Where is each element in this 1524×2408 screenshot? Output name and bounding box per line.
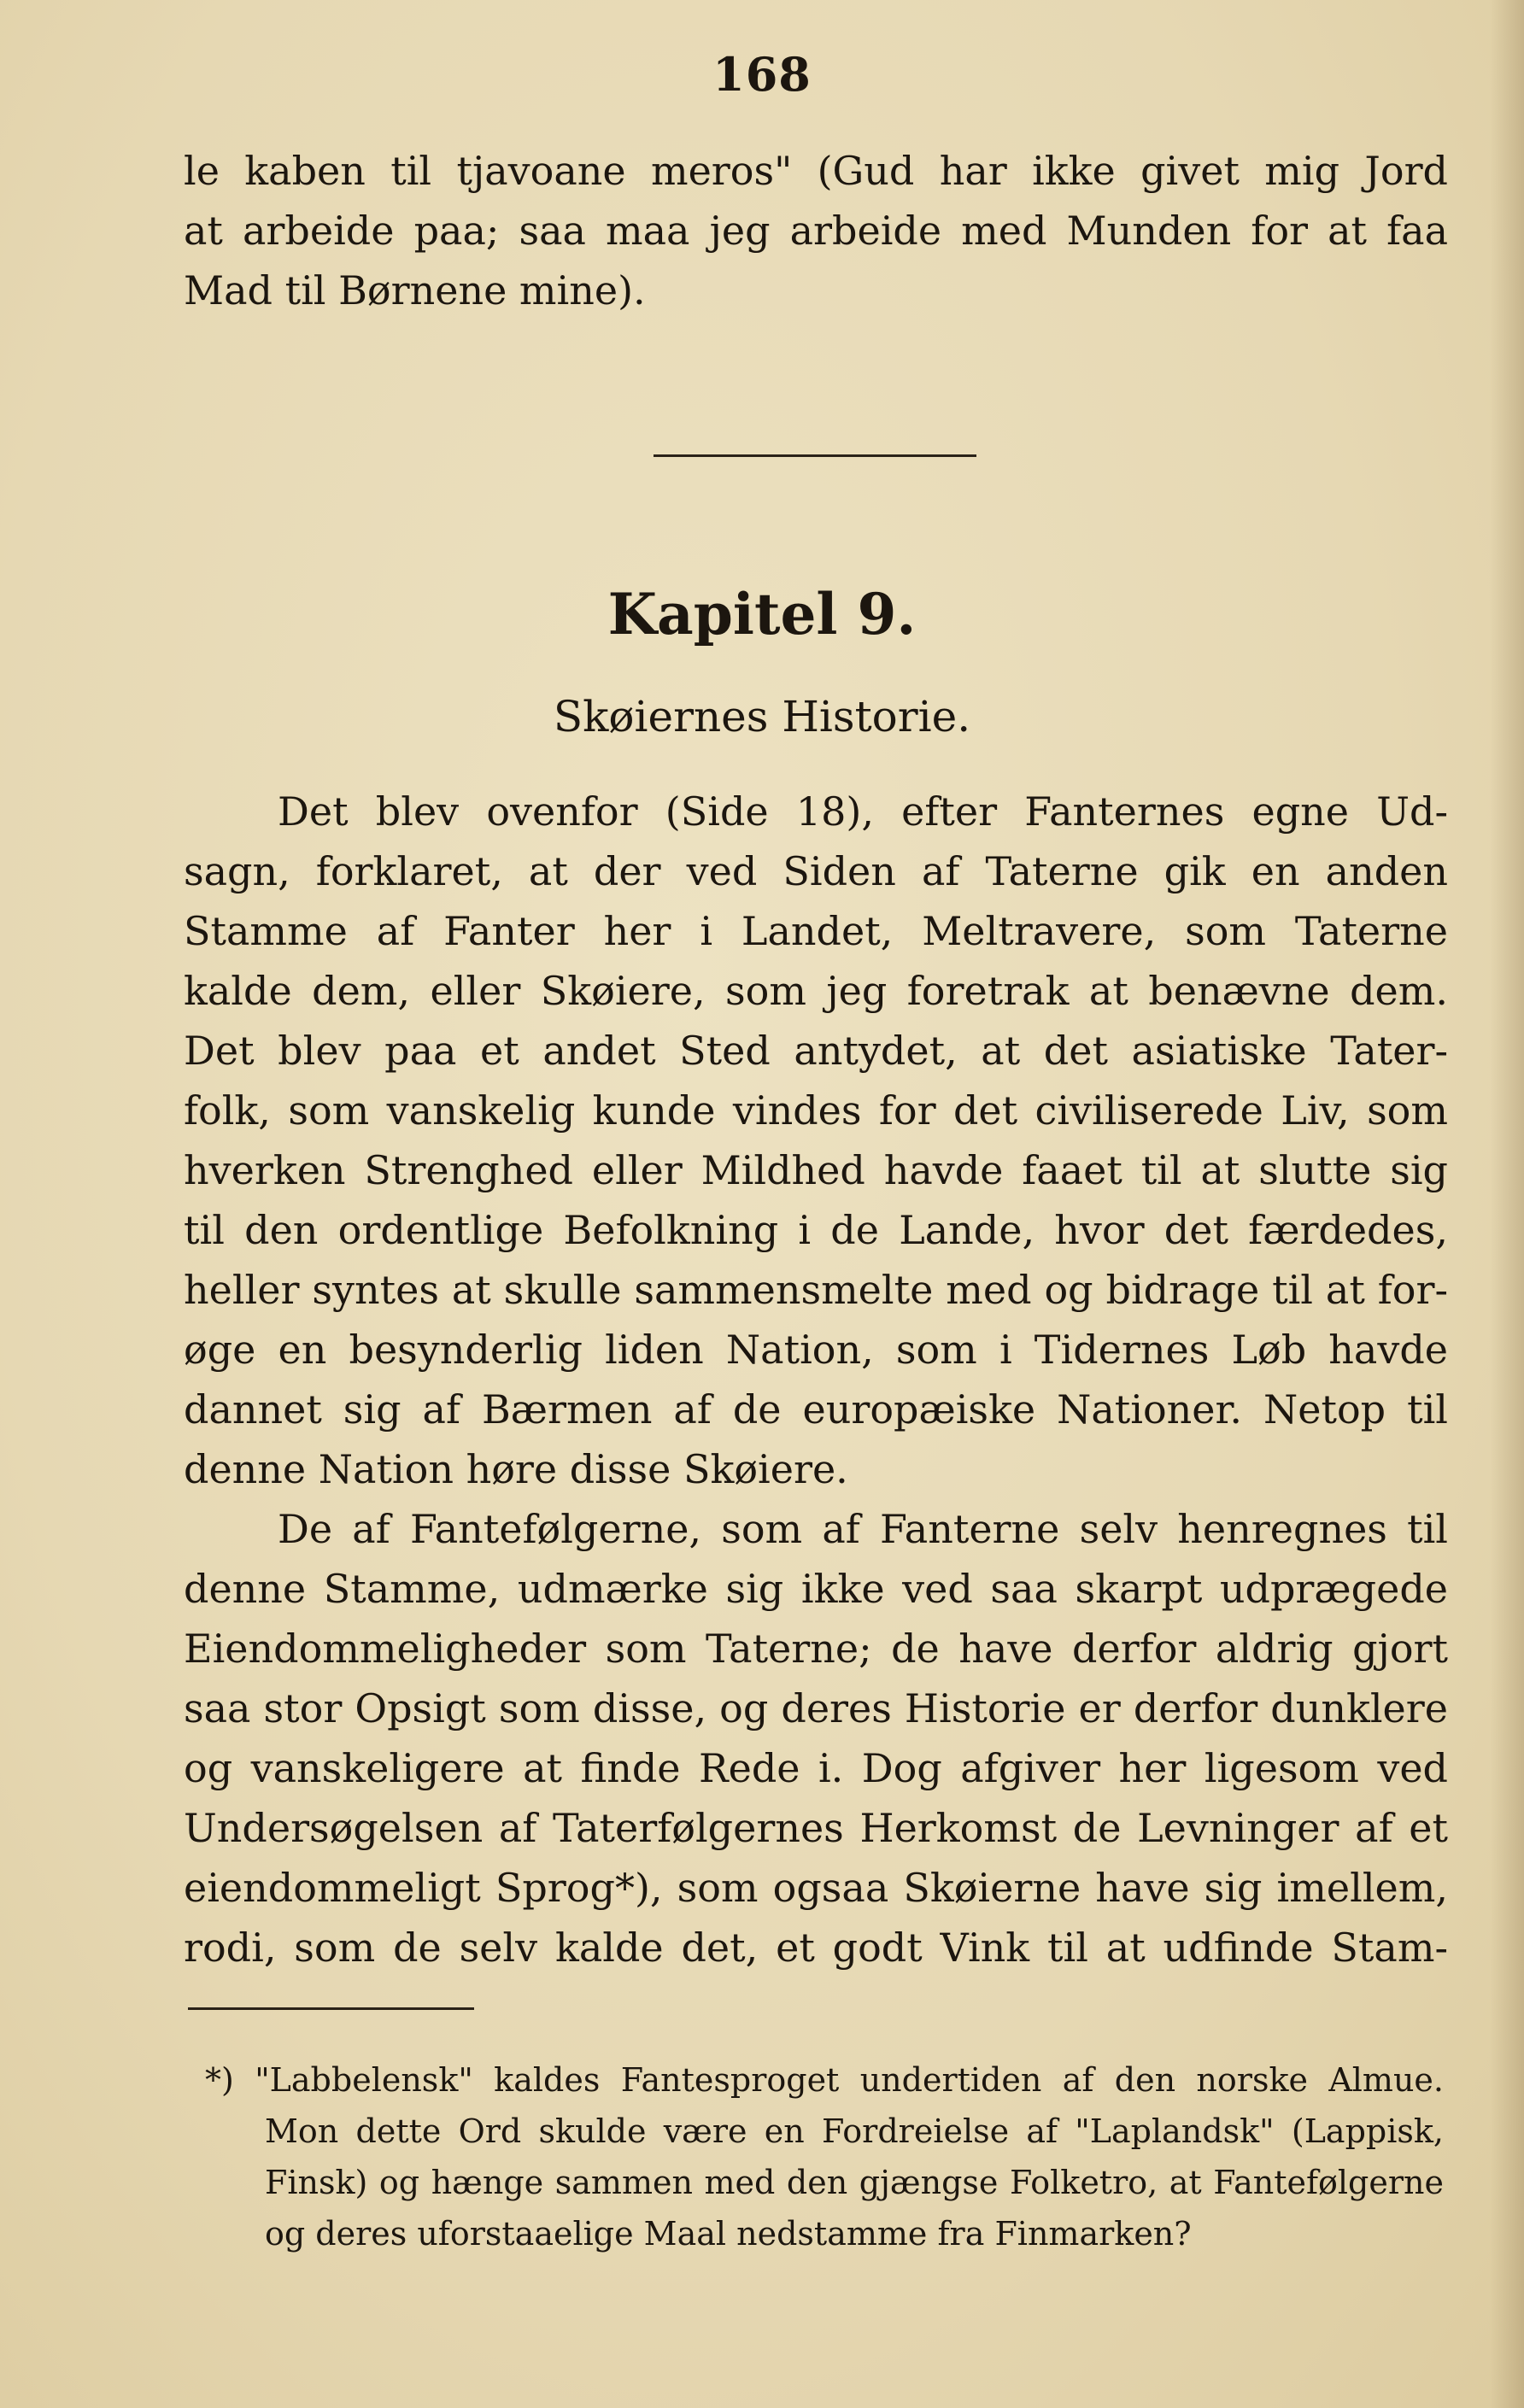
text-line: denne Nation høre disse Skøiere. — [184, 1446, 848, 1492]
text-line: Det blev ovenfor (Side 18), efter Fanternes egne Ud- — [278, 788, 1448, 835]
footnote-line: *) "Labbelensk" kaldes Fantesproget undertiden af den norske Almue. — [205, 2061, 1444, 2099]
paragraph-1 — [184, 782, 1448, 1499]
text-line: kalde dem, eller Skøiere, som jeg foretrak at benævne dem. — [184, 968, 1448, 1014]
text-line: denne Stamme, udmærke sig ikke ved saa skarpt udprægede — [184, 1566, 1448, 1612]
page-edge-shadow — [1490, 0, 1524, 2408]
text-line: heller syntes at skulle sammensmelte med og bidrage til at for- — [184, 1267, 1448, 1313]
footnote — [205, 2054, 1444, 2259]
text-line: til den ordentlige Befolkning i de Lande, hvor det færdedes, — [184, 1207, 1448, 1253]
text-line: le kaben til tjavoane meros" (Gud har ikke givet mig Jord — [184, 148, 1448, 194]
text-line: og vanskeligere at finde Rede i. Dog afgiver her ligesom ved — [184, 1745, 1448, 1791]
text-line: Undersøgelsen af Taterfølgernes Herkomst de Levninger af et — [184, 1805, 1448, 1851]
text-line: Eiendommeligheder som Taterne; de have derfor aldrig gjort — [184, 1626, 1448, 1672]
text-line: hverken Strenghed eller Mildhed havde faaet til at slutte sig — [184, 1147, 1448, 1193]
paragraph-2 — [184, 1499, 1448, 1977]
opening-text — [184, 141, 1448, 320]
text-line: saa stor Opsigt som disse, og deres Historie er derfor dunklere — [184, 1685, 1448, 1731]
footnote-line: Finsk) og hænge sammen med den gjængse Folketro, at Fantefølgerne — [265, 2164, 1444, 2201]
chapter-title: Kapitel 9. — [607, 581, 917, 647]
text-line: rodi, som de selv kalde det, et godt Vink til at udfinde Stam- — [184, 1925, 1448, 1971]
text-line: De af Fantefølgerne, som af Fanterne selv henregnes til — [278, 1506, 1448, 1552]
text-line: sagn, forklaret, at der ved Siden af Taterne gik en anden — [184, 848, 1448, 894]
chapter-subtitle: Skøiernes Historie. — [553, 692, 971, 741]
page-number: 168 — [712, 47, 812, 102]
text-line: Mad til Børnene mine). — [184, 267, 646, 313]
text-line: Det blev paa et andet Sted antydet, at det asiatiske Tater- — [184, 1028, 1448, 1074]
text-line: at arbeide paa; saa maa jeg arbeide med Munden for at faa — [184, 208, 1448, 254]
text-line: dannet sig af Bærmen af de europæiske Nationer. Netop til — [184, 1386, 1448, 1432]
footnote-line: Mon dette Ord skulde være en Fordreielse af "Laplandsk" (Lappisk, — [265, 2112, 1444, 2150]
text-line: eiendommeligt Sprog*), som ogsaa Skøierne have sig imellem, — [184, 1865, 1448, 1911]
footnote-rule — [188, 2007, 474, 2010]
text-line: folk, som vanskelig kunde vindes for det civiliserede Liv, som — [184, 1087, 1448, 1134]
text-line: øge en besynderlig liden Nation, som i Tidernes Løb havde — [184, 1327, 1448, 1373]
footnote-line: og deres uforstaaelige Maal nedstamme fra Finmarken? — [265, 2215, 1192, 2253]
text-line: Stamme af Fanter her i Landet, Meltravere, som Taterne — [184, 908, 1448, 954]
section-divider — [654, 454, 976, 457]
